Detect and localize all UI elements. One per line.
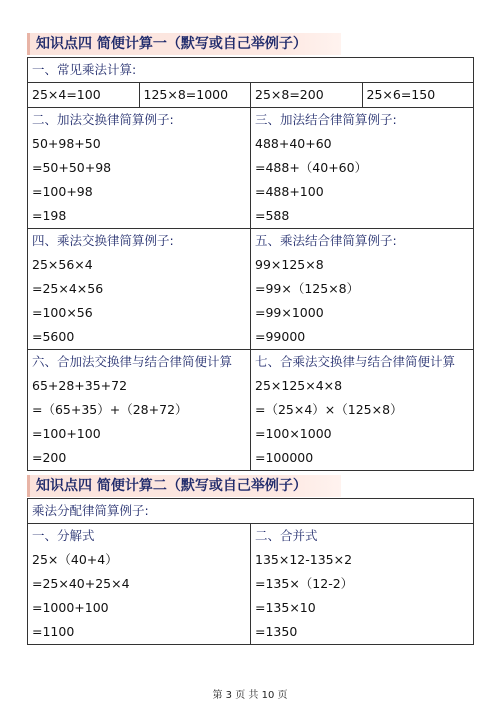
step-line: 25×（40+4） <box>32 552 118 567</box>
block-row-3 <box>28 349 473 470</box>
section-title-1: 知识点四 简便计算一（默写或自己举例子） <box>27 33 341 55</box>
block-title: 二、合并式 <box>255 528 318 543</box>
common-item: 25×4=100 <box>32 87 101 102</box>
step-line: =588 <box>255 208 290 223</box>
step-line: =25×40+25×4 <box>32 576 130 591</box>
step-line: =100×56 <box>32 305 93 320</box>
step-line: =（25×4）×（125×8） <box>255 402 403 417</box>
step-line: =100000 <box>255 450 314 465</box>
common-items-row <box>28 82 473 107</box>
step-line: 65+28+35+72 <box>32 378 128 393</box>
block-title: 二、加法交换律简算例子: <box>32 112 174 127</box>
section-title-2: 知识点四 简便计算二（默写或自己举例子） <box>27 475 341 497</box>
step-line: =100×1000 <box>255 426 332 441</box>
step-line: =135×（12-2） <box>255 576 354 591</box>
step-line: =（65+35）+（28+72） <box>32 402 188 417</box>
step-line: 488+40+60 <box>255 136 332 151</box>
step-line: 25×56×4 <box>32 257 93 272</box>
step-line: 99×125×8 <box>255 257 324 272</box>
table-2 <box>27 498 474 645</box>
step-line: =99000 <box>255 329 306 344</box>
step-line: =50+50+98 <box>32 160 112 175</box>
table-1 <box>27 57 474 471</box>
step-line: =488+（40+60） <box>255 160 368 175</box>
block-right <box>250 350 473 470</box>
step-line: =100+100 <box>32 426 101 441</box>
step-line: =488+100 <box>255 184 324 199</box>
step-line: =198 <box>32 208 67 223</box>
block-title: 三、加法结合律简算例子: <box>255 112 397 127</box>
step-line: =200 <box>32 450 67 465</box>
block-left <box>28 229 250 349</box>
block-title: 五、乘法结合律简算例子: <box>255 233 397 248</box>
block-left <box>28 108 250 228</box>
block-title: 一、分解式 <box>32 528 95 543</box>
dist-block-row <box>28 523 473 644</box>
step-line: =1000+100 <box>32 600 109 615</box>
dist-header: 乘法分配律简算例子: <box>32 503 149 518</box>
common-item: 25×6=150 <box>362 83 474 107</box>
dist-header-row <box>28 499 473 523</box>
block-right <box>250 524 473 644</box>
block-left <box>28 524 250 644</box>
step-line: =100+98 <box>32 184 93 199</box>
step-line: =99×1000 <box>255 305 324 320</box>
common-header-row <box>28 58 473 82</box>
step-line: =25×4×56 <box>32 281 104 296</box>
step-line: 25×125×4×8 <box>255 378 343 393</box>
page-footer: 第 3 页 共 10 页 <box>212 690 288 701</box>
step-line: =1100 <box>32 624 75 639</box>
step-line: =1350 <box>255 624 298 639</box>
common-item: 125×8=1000 <box>139 83 251 107</box>
step-line: =135×10 <box>255 600 316 615</box>
block-title: 四、乘法交换律简算例子: <box>32 233 174 248</box>
block-right <box>250 229 473 349</box>
step-line: =5600 <box>32 329 75 344</box>
step-line: 135×12-135×2 <box>255 552 353 567</box>
common-item: 25×8=200 <box>250 83 362 107</box>
block-title: 七、合乘法交换律与结合律简便计算 <box>255 354 456 369</box>
step-line: 50+98+50 <box>32 136 101 151</box>
step-line: =99×（125×8） <box>255 281 360 296</box>
common-header: 一、常见乘法计算: <box>32 62 137 77</box>
block-title: 六、合加法交换律与结合律简便计算 <box>32 354 233 369</box>
block-right <box>250 108 473 228</box>
block-row-1 <box>28 107 473 228</box>
block-row-2 <box>28 228 473 349</box>
block-left <box>28 350 250 470</box>
